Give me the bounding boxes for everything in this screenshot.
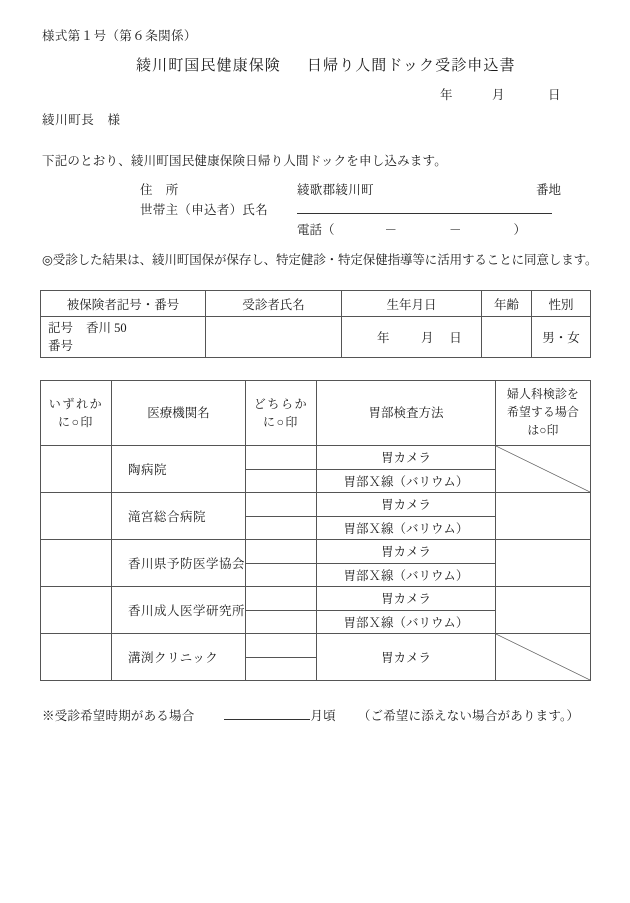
- telephone-dash-2: －: [449, 223, 462, 237]
- th-stomach-exam-method: 胃部検査方法: [317, 381, 496, 446]
- symbol-value: 香川 50: [86, 320, 127, 335]
- cell-date-of-birth[interactable]: [342, 317, 482, 358]
- th-gyn-line2: 希望する場合: [507, 405, 579, 420]
- cell-gynecology-mark[interactable]: [496, 587, 591, 634]
- table-row: [41, 493, 591, 517]
- cell-institution-name: 溝渕クリニック: [112, 634, 246, 681]
- date-year-label: 年: [440, 88, 453, 102]
- cell-exam-method: 胃カメラ: [317, 634, 496, 681]
- cell-select-either-mark[interactable]: [246, 634, 317, 658]
- cell-gynecology-mark: [496, 446, 591, 493]
- consent-statement: ◎受診した結果は、綾川町国保が保存し、特定健診・特定保健指導等に活用することに同意します。: [42, 253, 598, 267]
- note-month-label: 月頃: [310, 709, 336, 723]
- cell-exam-method: 胃カメラ: [317, 493, 496, 517]
- cell-select-one-mark[interactable]: [41, 540, 112, 587]
- householder-name-write-line[interactable]: [297, 213, 552, 214]
- table-row: [41, 634, 591, 658]
- address-suffix: 番地: [536, 183, 562, 197]
- date-day-label: 日: [548, 88, 561, 102]
- diagonal-strike-icon: [496, 446, 590, 492]
- cell-examinee-name[interactable]: [206, 317, 342, 358]
- date-month-label: 月: [492, 88, 505, 102]
- address-value: 綾歌郡綾川町: [297, 183, 374, 197]
- cell-institution-name: 香川成人医学研究所: [112, 587, 246, 634]
- cell-exam-method: 胃カメラ: [317, 540, 496, 564]
- table-row: [41, 587, 591, 611]
- preferred-month-input[interactable]: [224, 719, 310, 720]
- cell-select-either-mark[interactable]: [246, 469, 317, 493]
- address-label: [140, 180, 179, 198]
- form-code: 様式第１号（第６条関係）: [42, 29, 197, 43]
- note-suffix: （ご希望に添えない場合があります。）: [357, 709, 580, 723]
- cell-select-one-mark[interactable]: [41, 493, 112, 540]
- th-select-either-line1: どちらか: [253, 397, 309, 411]
- cell-insured-symbol-number[interactable]: [41, 317, 206, 358]
- th-gynecology-option: [496, 381, 591, 446]
- th-date-of-birth: 生年月日: [342, 291, 482, 317]
- cell-gender[interactable]: 男・女: [532, 317, 591, 358]
- symbol-label: 記号: [48, 320, 74, 335]
- institution-selection-table: [40, 380, 591, 681]
- page-title: [136, 54, 516, 75]
- cell-select-either-mark[interactable]: [246, 493, 317, 517]
- cell-exam-method: 胃部Ｘ線（バリウム）: [317, 610, 496, 634]
- householder-name-label: 世帯主（申込者）氏名: [140, 203, 269, 217]
- dob-day-label: 日: [449, 331, 462, 345]
- th-select-one-mark: [41, 381, 112, 446]
- cell-select-either-mark[interactable]: [246, 610, 317, 634]
- table-header-row: [41, 381, 591, 446]
- th-insured-symbol-number: 被保険者記号・番号: [41, 291, 206, 317]
- cell-select-one-mark[interactable]: [41, 587, 112, 634]
- cell-institution-name: 香川県予防医学協会: [112, 540, 246, 587]
- cell-exam-method: 胃部Ｘ線（バリウム）: [317, 469, 496, 493]
- cell-select-one-mark[interactable]: [41, 446, 112, 493]
- cell-institution-name: 滝宮総合病院: [112, 493, 246, 540]
- cell-exam-method: 胃カメラ: [317, 446, 496, 470]
- cell-exam-method: 胃部Ｘ線（バリウム）: [317, 563, 496, 587]
- cell-select-either-mark[interactable]: [246, 587, 317, 611]
- table-row: [41, 446, 591, 470]
- th-select-one-line1: いずれか: [48, 397, 104, 411]
- th-select-one-line2: に○印: [57, 415, 95, 429]
- dob-month-label: 月: [420, 331, 434, 345]
- cell-exam-method: 胃カメラ: [317, 587, 496, 611]
- cell-institution-name: 陶病院: [112, 446, 246, 493]
- telephone-dash-1: －: [384, 223, 398, 237]
- cell-select-either-mark[interactable]: [246, 563, 317, 587]
- table-header-row: [41, 291, 591, 317]
- th-examinee-name: 受診者氏名: [206, 291, 342, 317]
- table-row: [41, 317, 591, 358]
- title-insurance-name: 綾川町国民健康保険: [136, 58, 281, 74]
- cell-select-either-mark[interactable]: [246, 540, 317, 564]
- th-institution-name: 医療機関名: [112, 381, 246, 446]
- title-document-name: 日帰り人間ドック受診申込書: [306, 58, 516, 74]
- addressee: 綾川町長 様: [42, 113, 121, 127]
- th-gyn-line1: 婦人科検診を: [507, 387, 579, 402]
- telephone-line: [297, 220, 526, 238]
- th-age: 年齢: [482, 291, 532, 317]
- number-label: 番号: [48, 339, 74, 353]
- symbol-line: [48, 319, 205, 337]
- table-row: [41, 540, 591, 564]
- cell-select-either-mark[interactable]: [246, 446, 317, 470]
- telephone-close-paren: ）: [513, 223, 527, 237]
- cell-age[interactable]: [482, 317, 532, 358]
- telephone-label: 電話（: [297, 223, 335, 237]
- th-select-either-line2: に○印: [262, 415, 300, 429]
- th-gender: 性別: [532, 291, 591, 317]
- cell-gynecology-mark[interactable]: [496, 493, 591, 540]
- submission-date-line: [440, 85, 561, 103]
- address-label-text: 住 所: [140, 183, 179, 197]
- cell-gynecology-mark: [496, 634, 591, 681]
- cell-gynecology-mark[interactable]: [496, 540, 591, 587]
- th-gyn-line3: は○印: [527, 422, 559, 437]
- cell-exam-method: 胃部Ｘ線（バリウム）: [317, 516, 496, 540]
- application-statement: 下記のとおり、綾川町国民健康保険日帰り人間ドックを申し込みます。: [42, 154, 447, 168]
- th-select-either-mark: [246, 381, 317, 446]
- note-prefix: ※受診希望時期がある場合: [42, 709, 195, 723]
- cell-select-either-mark[interactable]: [246, 516, 317, 540]
- insured-info-table: [40, 290, 591, 358]
- cell-select-one-mark[interactable]: [41, 634, 112, 681]
- preferred-period-note: [42, 706, 579, 724]
- diagonal-strike-icon: [496, 634, 590, 680]
- dob-year-label: 年: [376, 331, 390, 345]
- cell-select-either-mark[interactable]: [246, 657, 317, 681]
